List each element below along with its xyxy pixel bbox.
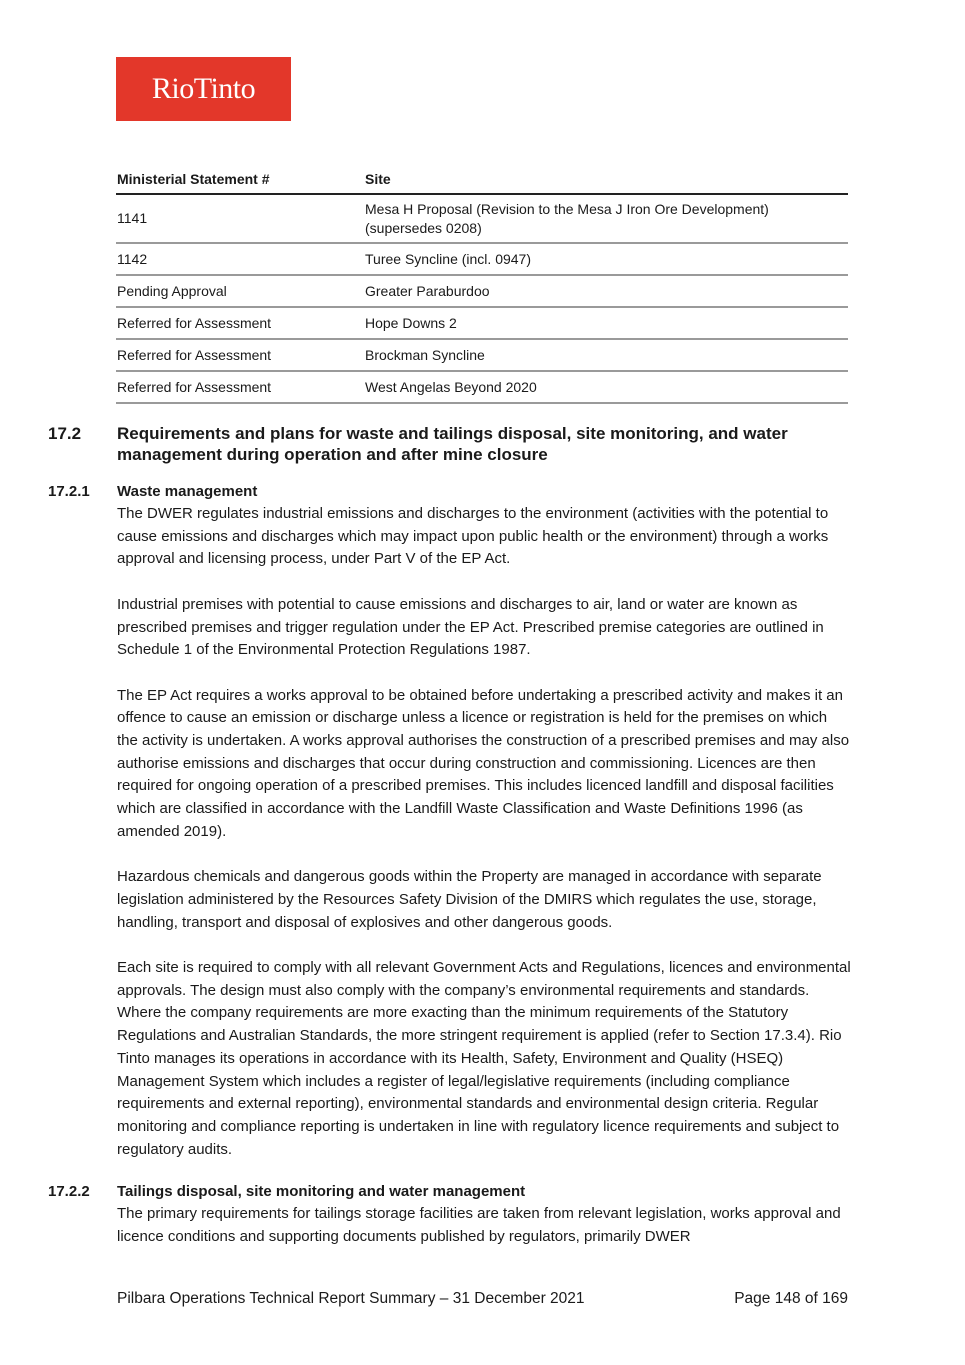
tailings-body	[117, 1203, 852, 1271]
ministerial-statements-table	[116, 163, 848, 404]
table-row	[116, 194, 848, 243]
paragraph: The DWER regulates industrial emissions and discharges to the environment (activities with the potential to cause emissions and discharges which may impact upon public health or the environment) through a works approval and licensing process, under Part V of the EP Act.	[117, 505, 829, 568]
section-number: 17.2	[48, 424, 82, 443]
statement-cell: Pending Approval	[116, 275, 364, 307]
paragraph: Hazardous chemicals and dangerous goods within the Property are managed in accordance with separate legislation administered by the Resources Safety Division of the DMIRS which regulates the use, storage, handling, transport and disposal of explosives and other dangerous goods.	[117, 868, 822, 931]
site-cell: Brockman Syncline	[364, 339, 848, 371]
statement-cell: Referred for Assessment	[116, 307, 364, 339]
column-header-site: Site	[364, 163, 848, 194]
site-cell: Greater Paraburdoo	[364, 275, 848, 307]
table-row	[116, 339, 848, 371]
statement-cell: 1142	[116, 243, 364, 275]
table-row	[116, 243, 848, 275]
waste-management-body	[117, 503, 852, 1184]
site-cell: Mesa H Proposal (Revision to the Mesa J Iron Ore Development) (supersedes 0208)	[364, 194, 848, 243]
paragraph: Each site is required to comply with all relevant Government Acts and Regulations, licences and environmental approvals. The design must also comply with the company’s environmental requirements and standards. Where the company requirements are more exacting than the minimum requirements of the Statutory Regulations and Australian Standards, the more stringent requirement is applied (refer to Section 17.3.4). Rio Tinto manages its operations in accordance with its Health, Safety, Environment and Quality (HSEQ) Management System which includes a register of legal/legislative requirements (including compliance requirements and external reporting), environmental standards and environmental design criteria. Regular monitoring and compliance reporting is undertaken in line with regulatory licence requirements and subject to regulatory audits.	[117, 959, 851, 1158]
statement-cell: Referred for Assessment	[116, 339, 364, 371]
table-row	[116, 275, 848, 307]
section-title: Tailings disposal, site monitoring and water management	[117, 1183, 526, 1200]
section-number: 17.2.2	[48, 1183, 90, 1200]
table-header-row	[116, 163, 848, 194]
statement-cell: 1141	[116, 194, 364, 243]
paragraph: Industrial premises with potential to cause emissions and discharges to air, land or water are known as prescribed premises and trigger regulation under the EP Act. Prescribed premise categories are outlined in Schedule 1 of the Environmental Protection Regulations 1987.	[117, 595, 824, 659]
statement-cell: Referred for Assessment	[116, 371, 364, 403]
paragraph: The primary requirements for tailings storage facilities are taken from relevant legislation, works approval and licence conditions and supporting documents published by regulators, primarily DWER	[117, 1205, 841, 1245]
section-title: Requirements and plans for waste and tailings disposal, site monitoring, and water management during operation and after mine closure	[117, 424, 788, 464]
footer-page-number: Page 148 of 169	[734, 1290, 848, 1307]
table-row	[116, 371, 848, 403]
site-cell: West Angelas Beyond 2020	[364, 371, 848, 403]
site-cell: Turee Syncline (incl. 0947)	[364, 243, 848, 275]
column-header-statement: Ministerial Statement #	[116, 163, 364, 194]
section-number: 17.2.1	[48, 483, 90, 500]
site-cell: Hope Downs 2	[364, 307, 848, 339]
footer-report-title: Pilbara Operations Technical Report Summary – 31 December 2021	[117, 1290, 585, 1307]
paragraph: The EP Act requires a works approval to be obtained before undertaking a prescribed activity and makes it an offence to cause an emission or discharge unless a licence or registration is held for the premises on which the activity is undertaken. A works approval authorises the construction of a prescribed premises and may also authorise emissions and discharges that occur during construction and commissioning. Licences are then required for ongoing operation of a prescribed premises. This includes licenced landfill and disposal facilities which are classified in accordance with the Landfill Waste Classification and Waste Definitions 1996 (as amended 2019).	[117, 686, 850, 840]
rio-tinto-logo: RioTinto	[116, 57, 291, 121]
table-row	[116, 307, 848, 339]
section-title: Waste management	[117, 483, 258, 500]
